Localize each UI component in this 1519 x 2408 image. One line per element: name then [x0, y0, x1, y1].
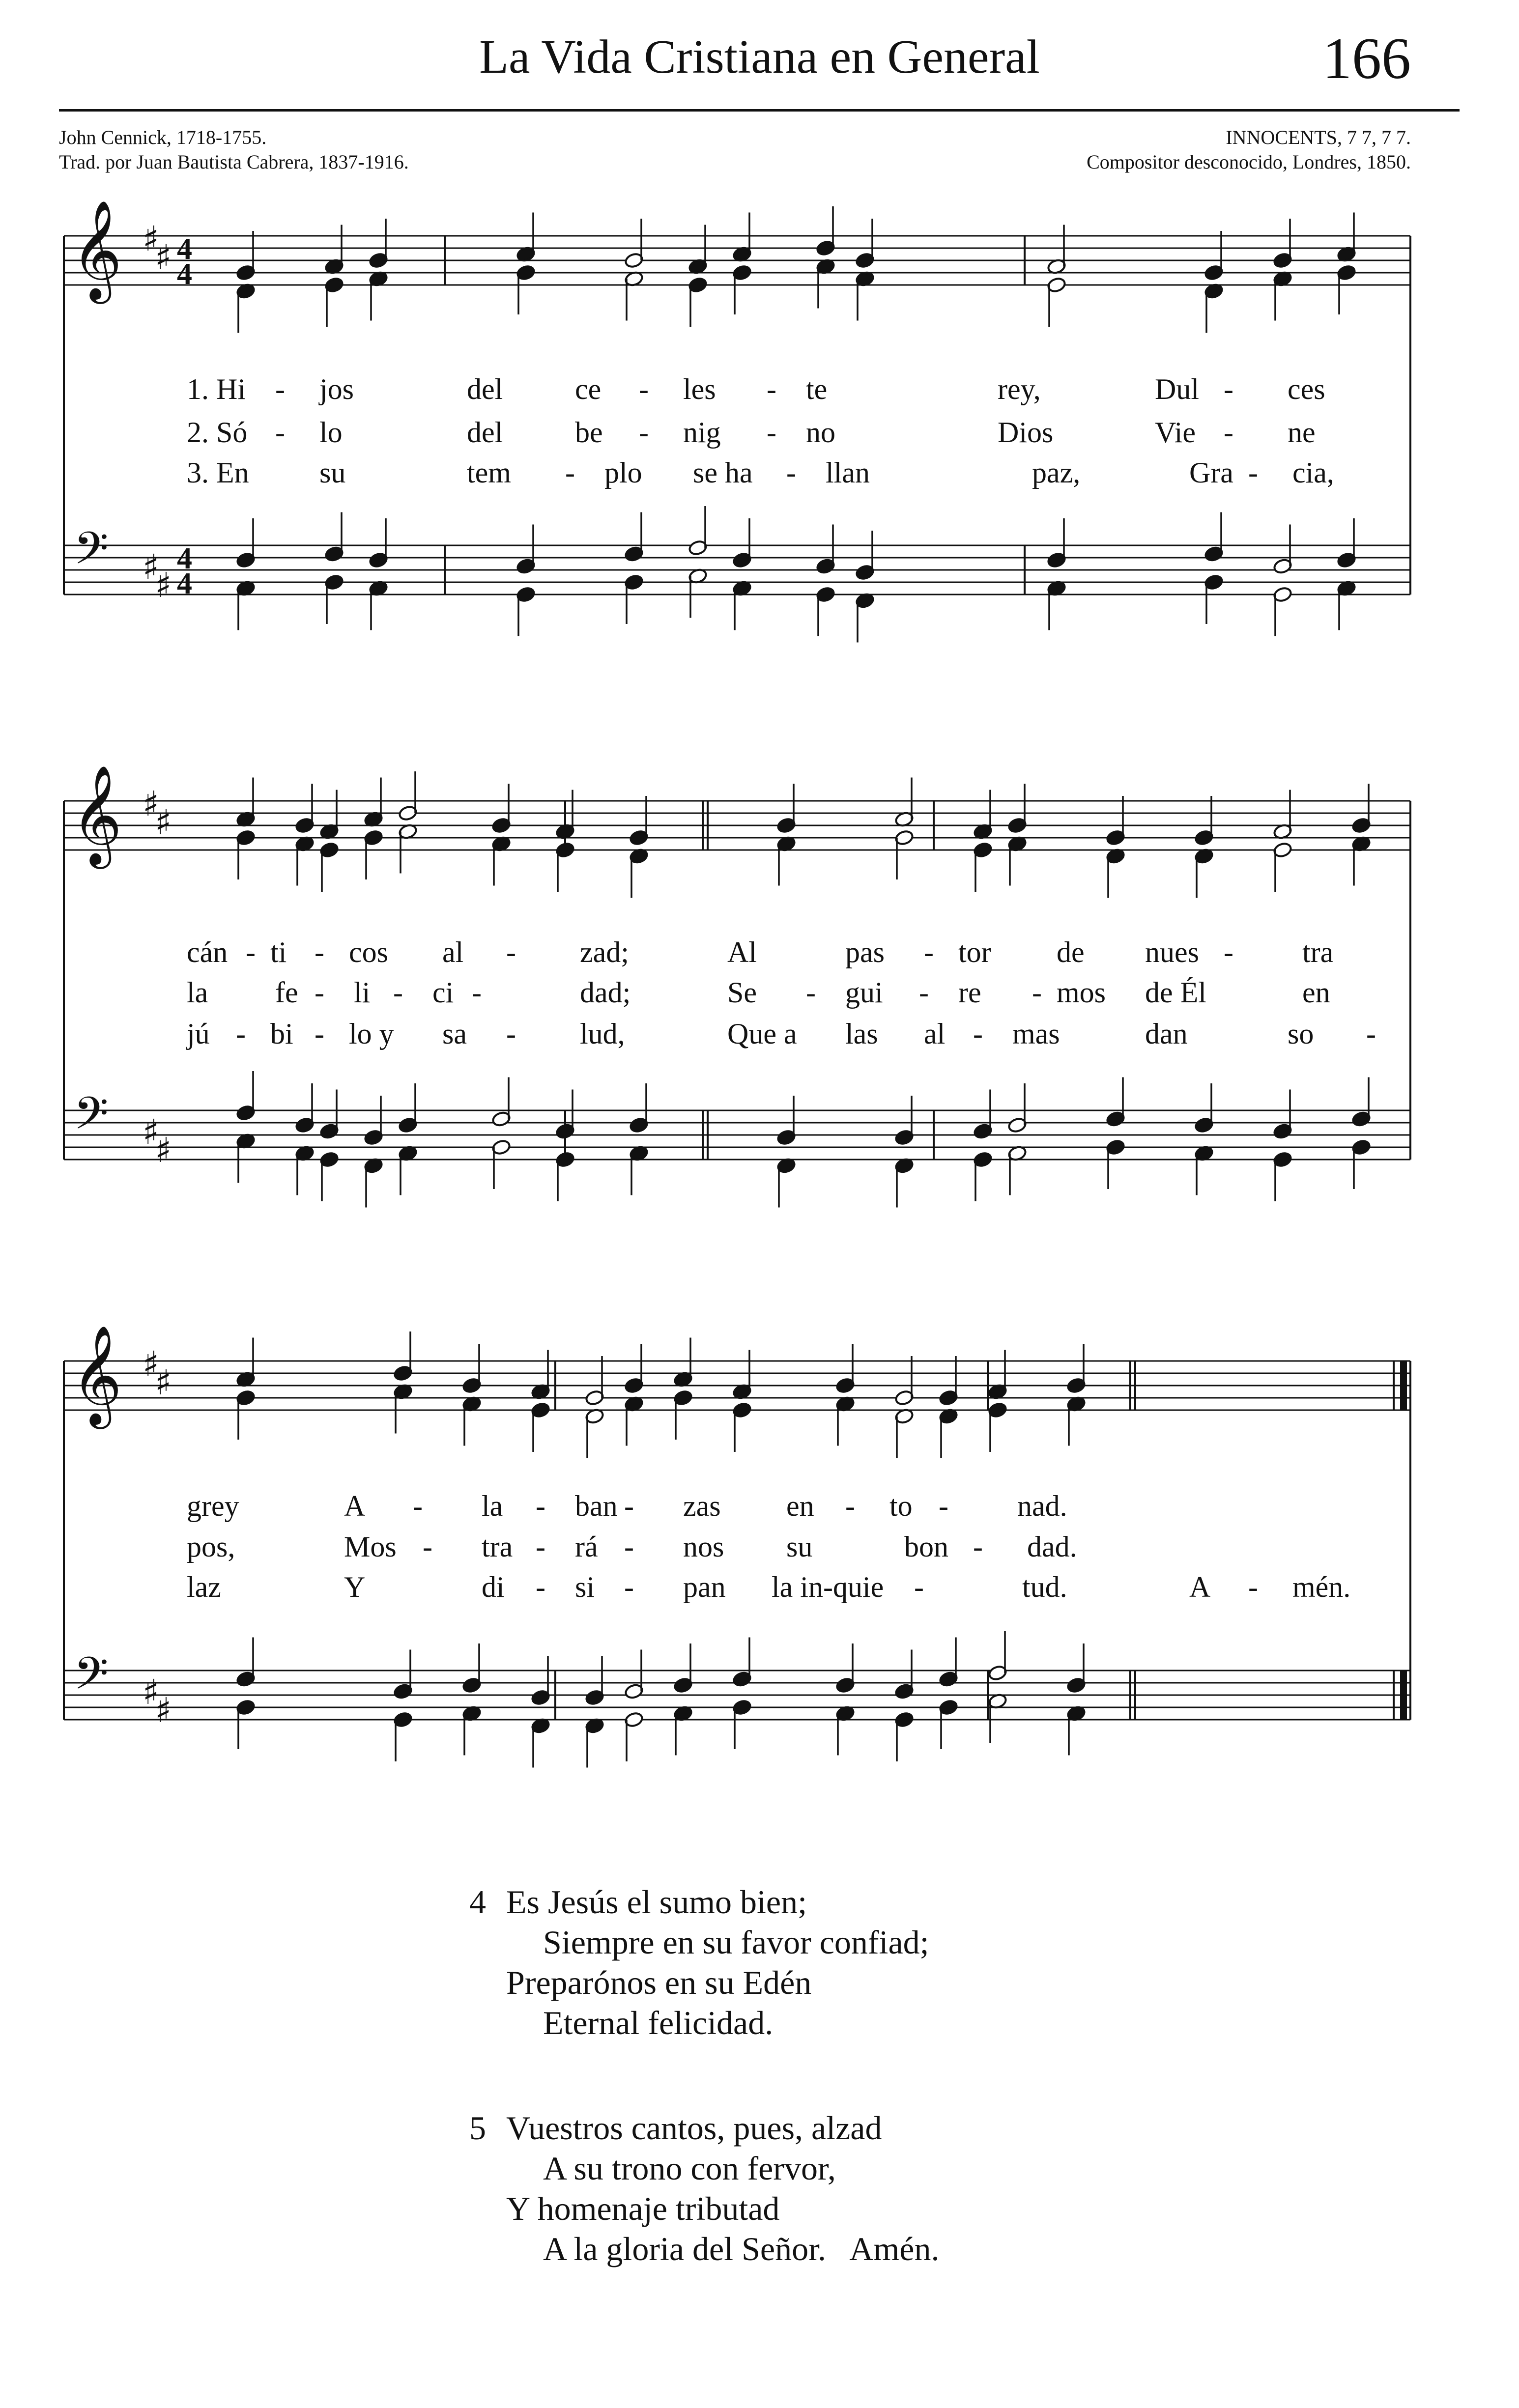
- lyric-syllable: mas: [1012, 1018, 1060, 1050]
- lyric-syllable: de: [1057, 936, 1085, 968]
- stanza-line: Preparónos en su Edén: [506, 1964, 812, 2001]
- lyric-syllable: -: [423, 1530, 432, 1563]
- stanza-line: A la gloria del Señor. Amén.: [543, 2230, 940, 2267]
- bass-clef-icon: 𝄢: [74, 522, 109, 585]
- lyric-syllable: -: [536, 1490, 545, 1522]
- lyric-syllable: te: [806, 373, 828, 405]
- lyric-syllable: jos: [319, 373, 354, 405]
- sharp-sign: ♯: [143, 547, 159, 587]
- lyric-syllable: -: [315, 936, 324, 968]
- lyric-syllable: lo: [319, 416, 343, 449]
- lyric-syllable: -: [1248, 456, 1258, 489]
- lyric-syllable: nues: [1145, 936, 1199, 968]
- lyric-syllable: -: [767, 373, 776, 405]
- lyric-syllable: las: [845, 1018, 878, 1050]
- lyric-syllable: tra: [1302, 936, 1334, 968]
- sharp-sign: ♯: [155, 1362, 172, 1403]
- lyric-syllable: tra: [482, 1530, 513, 1563]
- lyric-syllable: rá: [575, 1530, 598, 1563]
- composer-credit: Compositor desconocido, Londres, 1850.: [1087, 151, 1411, 173]
- stanza-number: 4: [469, 1883, 486, 1921]
- lyric-syllable: -: [565, 456, 575, 489]
- time-signature-top: 4: [177, 232, 192, 266]
- lyric-syllable: su: [786, 1530, 813, 1563]
- lyric-syllable: no: [806, 416, 835, 449]
- lyric-syllable: -: [639, 416, 649, 449]
- lyric-syllable: zas: [683, 1490, 721, 1522]
- lyric-syllable: -: [393, 976, 403, 1009]
- lyric-syllable: -: [639, 373, 649, 405]
- lyric-syllable: -: [1366, 1018, 1376, 1050]
- lyric-syllable: ci: [432, 976, 454, 1009]
- lyric-syllable: -: [506, 936, 516, 968]
- time-signature-top: 4: [177, 542, 192, 575]
- lyric-syllable: -: [919, 976, 929, 1009]
- lyric-syllable: mén.: [1292, 1571, 1351, 1603]
- lyric-syllable: mos: [1057, 976, 1106, 1009]
- time-signature-bottom: 4: [177, 567, 192, 600]
- lyric-syllable: ce: [575, 373, 602, 405]
- lyric-syllable: nig: [683, 416, 721, 449]
- author-credit: John Cennick, 1718-1755.: [59, 126, 267, 148]
- lyric-syllable: Gra: [1189, 456, 1233, 489]
- bass-clef-icon: 𝄢: [74, 1647, 109, 1710]
- stanza-5: [469, 2108, 939, 2269]
- lyric-syllable: 1. Hi: [187, 373, 246, 405]
- lyric-syllable: -: [939, 1490, 948, 1522]
- lyric-syllable: cos: [349, 936, 388, 968]
- lyric-syllable: li: [354, 976, 371, 1009]
- lyric-syllable: Dul: [1155, 373, 1199, 405]
- lyric-syllable: la: [187, 976, 208, 1009]
- stanza-line: Es Jesús el sumo bien;: [506, 1883, 807, 1921]
- lyric-syllable: ban: [575, 1490, 618, 1522]
- sharp-sign: ♯: [155, 565, 172, 605]
- stanza-4: [469, 1882, 929, 2043]
- lyric-syllable: laz: [187, 1571, 221, 1603]
- lyric-syllable: -: [413, 1490, 423, 1522]
- lyric-syllable: Vie: [1155, 416, 1196, 449]
- lyric-syllable: del: [467, 416, 503, 449]
- lyric-syllable: lud,: [580, 1018, 625, 1050]
- stanza-line: Y homenaje tributad: [506, 2190, 780, 2227]
- stanza-line: A su trono con fervor,: [543, 2150, 836, 2187]
- lyric-syllable: grey: [187, 1490, 239, 1522]
- lyric-syllable: zad;: [580, 936, 629, 968]
- hymn-number: 166: [1322, 26, 1411, 91]
- lyric-syllable: la in-quie: [772, 1571, 884, 1603]
- stanza-line: Siempre en su favor confiad;: [543, 1924, 929, 1961]
- lyric-syllable: nos: [683, 1530, 724, 1563]
- lyric-syllable: les: [683, 373, 716, 405]
- lyric-syllable: -: [315, 976, 324, 1009]
- lyric-syllable: re: [958, 976, 981, 1009]
- lyric-syllable: di: [482, 1571, 505, 1603]
- lyric-syllable: so: [1288, 1018, 1314, 1050]
- lyric-syllable: -: [275, 373, 285, 405]
- lyric-syllable: -: [973, 1018, 983, 1050]
- translator-credit: Trad. por Juan Bautista Cabrera, 1837-1916.: [59, 151, 409, 173]
- lyric-syllable: -: [973, 1530, 983, 1563]
- lyric-syllable: pos,: [187, 1530, 235, 1563]
- lyric-syllable: Dios: [998, 416, 1054, 449]
- lyric-syllable: -: [1032, 976, 1042, 1009]
- lyric-syllable: -: [472, 976, 482, 1009]
- lyric-syllable: -: [624, 1571, 634, 1603]
- lyric-syllable: pan: [683, 1571, 726, 1603]
- lyric-syllable: paz,: [1032, 456, 1081, 489]
- sharp-sign: ♯: [143, 1344, 159, 1384]
- lyric-syllable: Al: [727, 936, 757, 968]
- lyric-syllable: fe: [275, 976, 298, 1009]
- lyric-syllable: -: [1224, 373, 1233, 405]
- lyric-syllable: be: [575, 416, 603, 449]
- lyric-syllable: -: [767, 416, 776, 449]
- time-signature-bottom: 4: [177, 257, 192, 291]
- stanza-line: Eternal felicidad.: [543, 2004, 774, 2041]
- lyric-syllable: -: [786, 456, 796, 489]
- lyric-syllable: to: [889, 1490, 913, 1522]
- lyric-syllable: -: [924, 936, 934, 968]
- lyric-syllable: dad;: [580, 976, 631, 1009]
- lyric-syllable: del: [467, 373, 503, 405]
- sharp-sign: ♯: [155, 802, 172, 843]
- lyric-syllable: -: [1224, 416, 1233, 449]
- lyric-syllable: se ha: [693, 456, 753, 489]
- lyric-syllable: Se: [727, 976, 757, 1009]
- treble-clef-icon: 𝄞: [71, 1325, 122, 1425]
- lyric-syllable: plo: [604, 456, 642, 489]
- sharp-sign: ♯: [155, 1130, 172, 1170]
- lyric-syllable: jú: [187, 1018, 210, 1050]
- lyric-syllable: bon: [904, 1530, 948, 1563]
- lyric-syllable: la: [482, 1490, 503, 1522]
- lyric-syllable: cán: [187, 936, 228, 968]
- lyric-syllable: al: [442, 936, 464, 968]
- lyric-syllable: -: [1248, 1571, 1258, 1603]
- lyric-syllable: 2. Só: [187, 416, 248, 449]
- lyric-syllable: su: [319, 456, 346, 489]
- lyric-syllable: tud.: [1022, 1571, 1067, 1603]
- lyric-syllable: -: [624, 1490, 634, 1522]
- lyric-syllable: tor: [958, 936, 991, 968]
- lyric-syllable: -: [236, 1018, 246, 1050]
- lyric-syllable: en: [1302, 976, 1330, 1009]
- sharp-sign: ♯: [155, 1690, 172, 1730]
- lyric-syllable: pas: [845, 936, 885, 968]
- lyric-syllable: -: [536, 1530, 545, 1563]
- lyric-syllable: Que a: [727, 1018, 797, 1050]
- lyric-syllable: rey,: [998, 373, 1041, 405]
- lyric-syllable: en: [786, 1490, 814, 1522]
- stanza-number: 5: [469, 2109, 486, 2147]
- lyric-syllable: -: [246, 936, 256, 968]
- treble-clef-icon: 𝄞: [71, 200, 122, 300]
- sharp-sign: ♯: [143, 1672, 159, 1712]
- lyric-syllable: de Él: [1145, 976, 1206, 1009]
- lyric-syllable: ne: [1288, 416, 1316, 449]
- page-title: La Vida Cristiana en General: [479, 30, 1040, 84]
- lyric-syllable: dan: [1145, 1018, 1188, 1050]
- sharp-sign: ♯: [155, 237, 172, 278]
- lyric-syllable: tem: [467, 456, 511, 489]
- lyric-syllable: sa: [442, 1018, 467, 1050]
- lyric-syllable: -: [315, 1018, 324, 1050]
- tune-name: INNOCENTS, 7 7, 7 7.: [1226, 126, 1411, 148]
- lyric-syllable: -: [845, 1490, 855, 1522]
- lyric-syllable: ti: [270, 936, 287, 968]
- sharp-sign: ♯: [143, 219, 159, 259]
- lyric-syllable: -: [914, 1571, 924, 1603]
- lyric-syllable: ces: [1288, 373, 1325, 405]
- lyric-syllable: -: [806, 976, 816, 1009]
- sharp-sign: ♯: [143, 784, 159, 824]
- lyric-syllable: gui: [845, 976, 883, 1009]
- lyric-syllable: Mos: [344, 1530, 397, 1563]
- lyric-syllable: A: [1189, 1571, 1211, 1603]
- lyric-syllable: -: [275, 416, 285, 449]
- lyric-syllable: -: [536, 1571, 545, 1603]
- lyric-syllable: si: [575, 1571, 595, 1603]
- lyric-syllable: 3. En: [187, 456, 249, 489]
- lyric-syllable: al: [924, 1018, 946, 1050]
- lyric-syllable: A: [344, 1490, 366, 1522]
- bass-clef-icon: 𝄢: [74, 1087, 109, 1150]
- lyric-syllable: dad.: [1027, 1530, 1077, 1563]
- lyric-syllable: Y: [344, 1571, 366, 1603]
- lyric-syllable: lo y: [349, 1018, 394, 1050]
- lyric-syllable: llan: [826, 456, 870, 489]
- treble-clef-icon: 𝄞: [71, 765, 122, 865]
- sharp-sign: ♯: [143, 1112, 159, 1152]
- lyric-syllable: -: [506, 1018, 516, 1050]
- lyric-syllable: -: [624, 1530, 634, 1563]
- lyric-syllable: nad.: [1017, 1490, 1067, 1522]
- lyric-syllable: cia,: [1292, 456, 1334, 489]
- lyric-syllable: bi: [270, 1018, 293, 1050]
- lyric-syllable: -: [1224, 936, 1233, 968]
- stanza-line: Vuestros cantos, pues, alzad: [506, 2109, 882, 2147]
